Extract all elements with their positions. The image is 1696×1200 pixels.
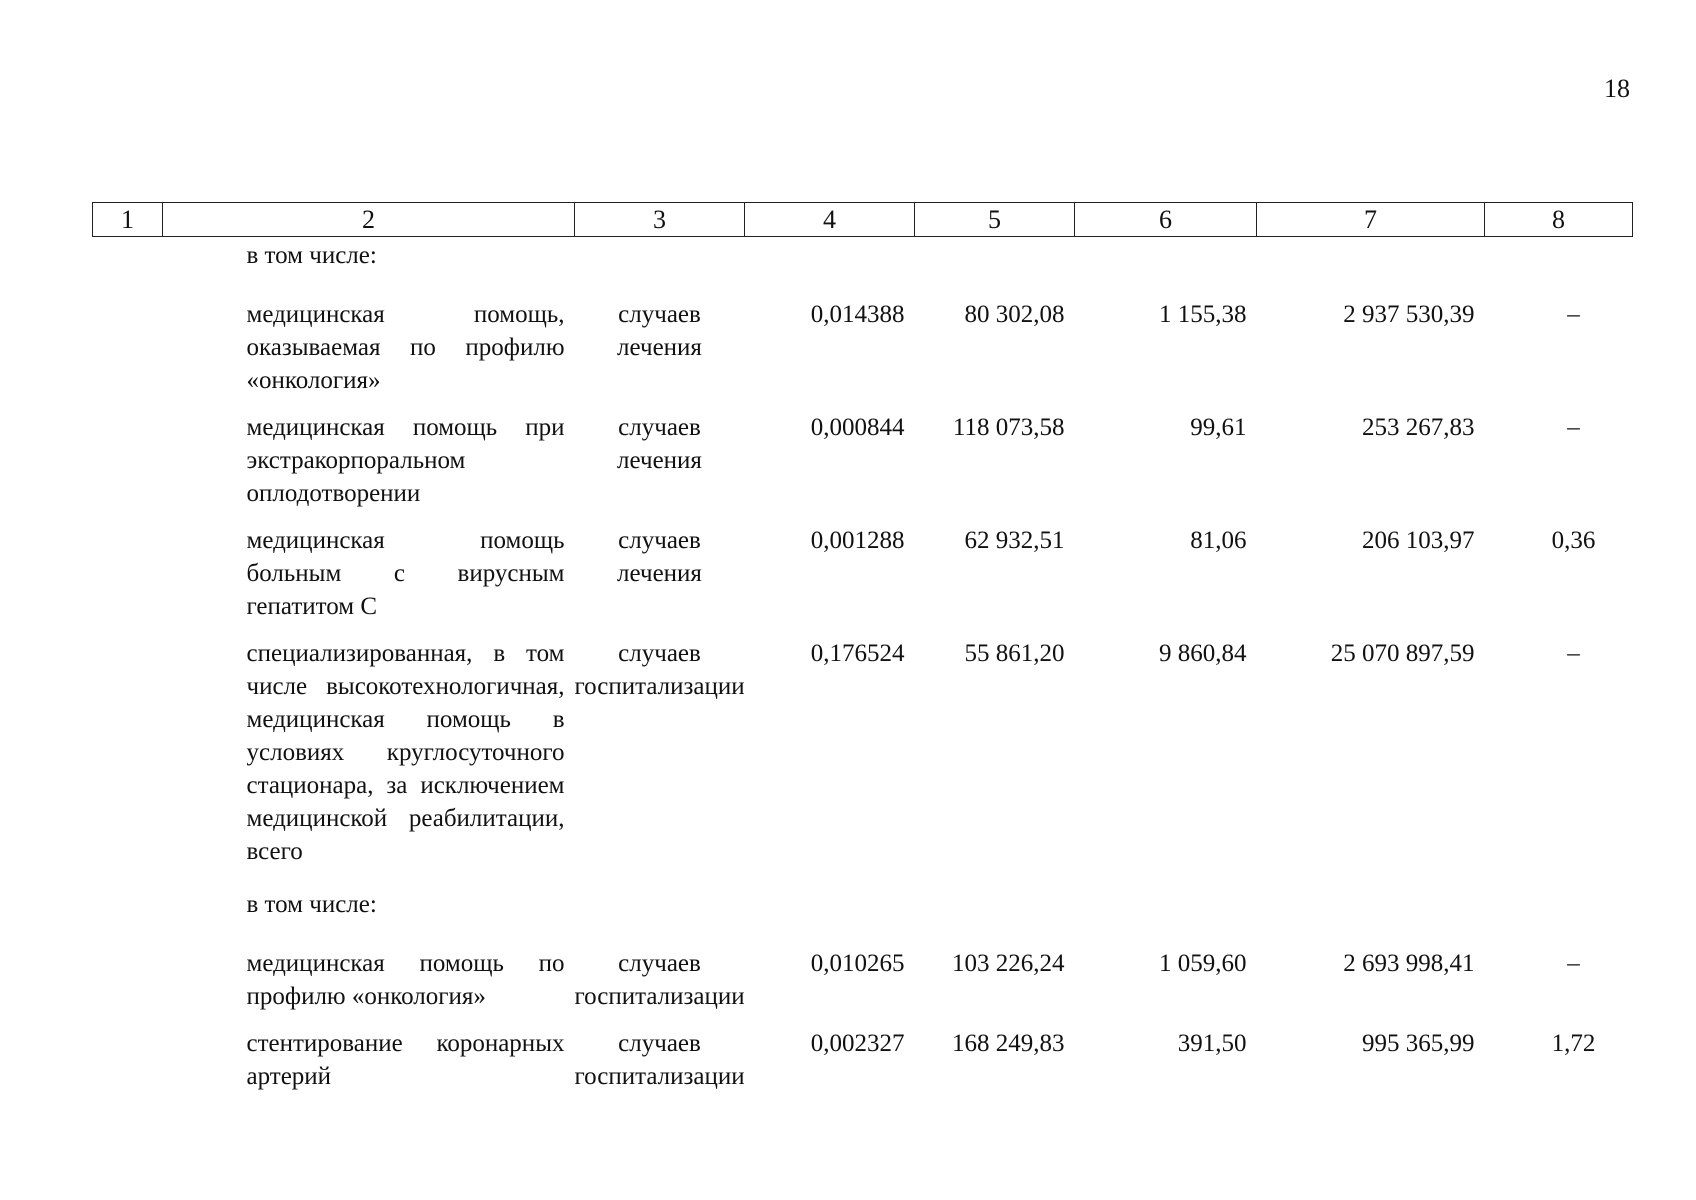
column-number-5: 5: [915, 203, 1075, 237]
share-cell: –: [1567, 640, 1580, 667]
table-row: [93, 397, 1633, 510]
per-capita-cell: 391,50: [1177, 1030, 1247, 1057]
total-cost-cell: 2 937 530,39: [1343, 301, 1475, 328]
care-type-cell: медицинская помощь больным с вирусным гепатитом С: [246, 527, 565, 620]
unit-cell: случаев лечения: [617, 301, 702, 361]
table-row: [93, 284, 1633, 397]
norm-volume-cell: 0,014388: [810, 301, 905, 328]
share-cell: 0,36: [1551, 527, 1596, 554]
unit-cost-cell: 103 226,24: [952, 950, 1065, 977]
total-cost-cell: 206 103,97: [1362, 527, 1475, 554]
column-number-4: 4: [745, 203, 915, 237]
unit-cell: случаев лечения: [617, 527, 702, 587]
norm-volume-cell: 0,001288: [810, 527, 905, 554]
unit-cell: случаев госпитализации: [574, 1030, 745, 1090]
total-cost-cell: 995 365,99: [1362, 1030, 1475, 1057]
table-row: [93, 510, 1633, 623]
subheading-text: в том числе:: [246, 242, 377, 269]
unit-cell: случаев госпитализации: [574, 640, 745, 700]
page-number: 18: [1604, 74, 1630, 103]
share-cell: –: [1567, 301, 1580, 328]
share-cell: –: [1567, 950, 1580, 977]
unit-cell: случаев лечения: [617, 414, 702, 474]
subheading-row: [93, 886, 1633, 933]
column-number-row: [93, 203, 1633, 237]
column-number-1: 1: [93, 203, 163, 237]
table-row: [93, 933, 1633, 1013]
per-capita-cell: 81,06: [1190, 527, 1247, 554]
unit-cost-cell: 168 249,83: [952, 1030, 1065, 1057]
column-number-7: 7: [1257, 203, 1485, 237]
share-cell: –: [1567, 414, 1580, 441]
care-type-cell: стентирование коронарных артерий: [246, 1030, 565, 1090]
table-row: [93, 1013, 1633, 1093]
subheading-row: [93, 237, 1633, 285]
column-number-8: 8: [1485, 203, 1633, 237]
norm-volume-cell: 0,002327: [810, 1030, 905, 1057]
allocation-table: [92, 202, 1633, 1093]
care-type-cell: специализированная, в том числе высокотехнологичная, медицинская помощь в условиях круглосуточного стационара, за исключением медицинской реабилитации, всего: [246, 640, 565, 865]
unit-cost-cell: 62 932,51: [964, 527, 1065, 554]
per-capita-cell: 1 155,38: [1159, 301, 1247, 328]
norm-volume-cell: 0,010265: [810, 950, 905, 977]
unit-cell: случаев госпитализации: [574, 950, 745, 1010]
column-number-6: 6: [1075, 203, 1257, 237]
per-capita-cell: 1 059,60: [1159, 950, 1247, 977]
unit-cost-cell: 55 861,20: [964, 640, 1065, 667]
total-cost-cell: 2 693 998,41: [1343, 950, 1475, 977]
column-number-3: 3: [575, 203, 745, 237]
care-type-cell: медицинская помощь, оказываемая по профилю «онкология»: [246, 301, 565, 394]
subheading-text: в том числе:: [246, 891, 377, 918]
unit-cost-cell: 80 302,08: [964, 301, 1065, 328]
column-number-2: 2: [163, 203, 575, 237]
total-cost-cell: 253 267,83: [1362, 414, 1475, 441]
per-capita-cell: 9 860,84: [1159, 640, 1247, 667]
total-cost-cell: 25 070 897,59: [1330, 640, 1475, 667]
care-type-cell: медицинская помощь по профилю «онкология»: [246, 950, 565, 1010]
per-capita-cell: 99,61: [1190, 414, 1247, 441]
unit-cost-cell: 118 073,58: [952, 414, 1065, 441]
norm-volume-cell: 0,000844: [810, 414, 905, 441]
share-cell: 1,72: [1551, 1030, 1596, 1057]
care-type-cell: медицинская помощь при экстракорпоральном оплодотворении: [246, 414, 565, 507]
norm-volume-cell: 0,176524: [810, 640, 905, 667]
table-row: [93, 623, 1633, 886]
